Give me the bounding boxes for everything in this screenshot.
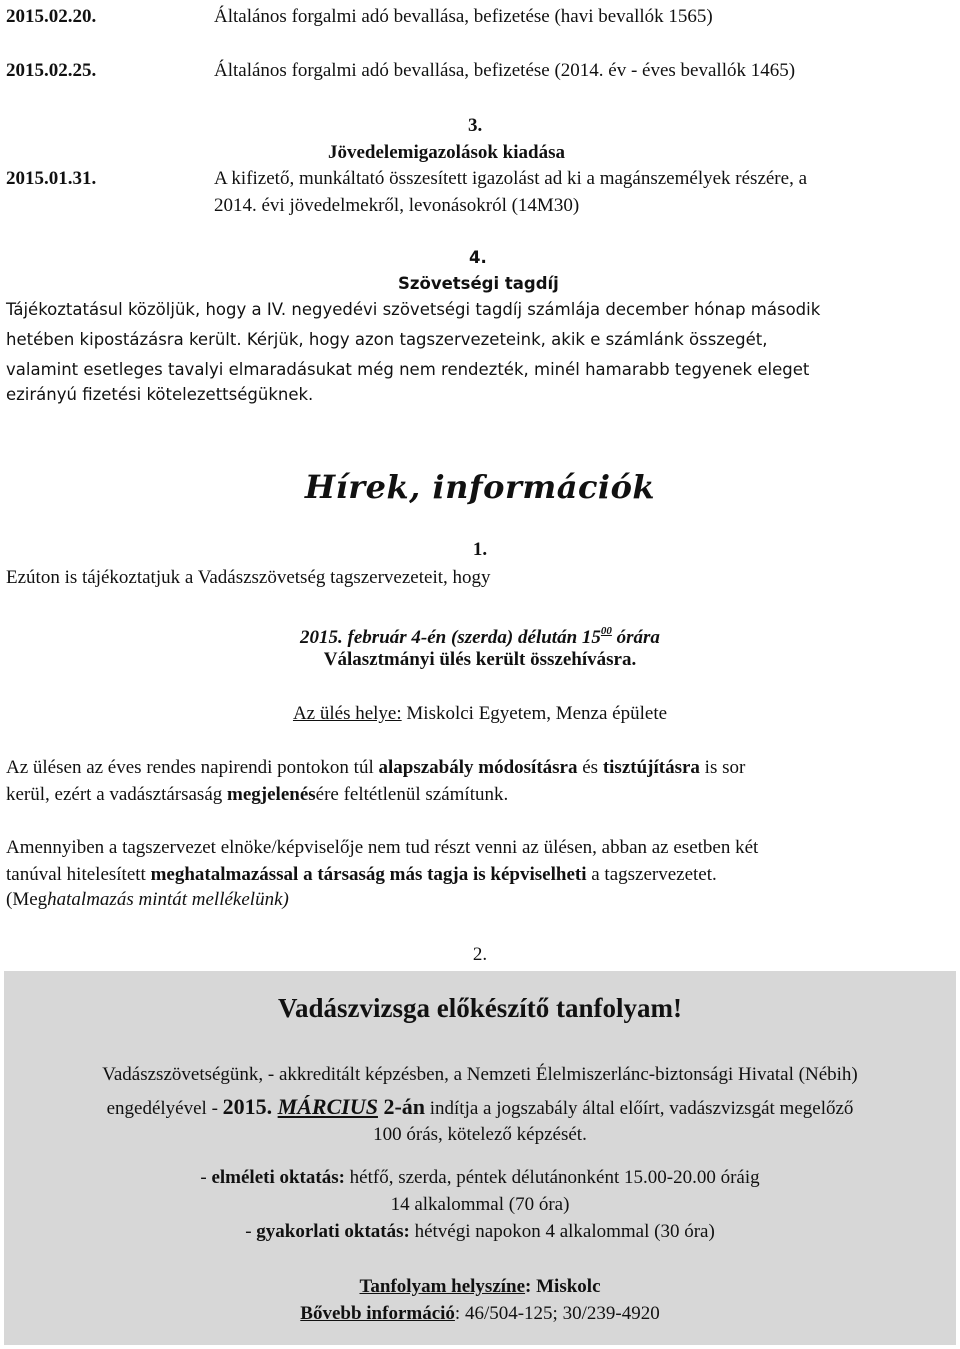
deadline-date: 2015.02.20. [6,6,97,27]
italic-run: hatalmazás mintát mellékelünk) [47,889,289,910]
text-run: (Meg [6,889,48,910]
text-run: tanúval hitelesített [6,864,151,885]
item-number: 1. [472,539,488,560]
meeting-date [0,619,960,650]
section-number: 3. [468,115,483,136]
text-run: - [245,1221,257,1242]
venue-label: Tanfolyam helyszíne [359,1276,526,1297]
section-date: 2015.01.31. [6,168,97,189]
venue-value: Miskolc [531,1276,601,1297]
course-title: Vadászvizsga előkészítő tanfolyam! [278,993,682,1023]
text-run: hétvégi napokon 4 alkalommal (30 óra) [409,1221,715,1242]
paragraph-line: valamint esetleges tavalyi elmaradásukat még nem rendezték, minél hamarabb tegyenek eleget [6,360,810,379]
meeting-place-label: Az ülés helye: [292,703,402,724]
bold-run: meghatalmazással a társaság más tagja is képviselheti [150,864,587,885]
meeting-title: Választmányi ülés került összehívásra. [323,649,637,670]
meeting-place [0,702,960,726]
paragraph-line [6,783,508,807]
text-run: ére feltétlenül számítunk. [315,784,509,805]
course-line: Vadászszövetségünk, - akkreditált képzésben, a Nemzeti Élelmiszerlánc-biztonsági Hivatal (Nébih) [102,1064,858,1085]
meeting-date-main: 2015. február 4-én (szerda) délután 15 [300,627,601,648]
section-title: Jövedelemigazolások kiadása [328,142,565,163]
section-number: 4. [469,248,487,267]
course-theory-count: 14 alkalommal (70 óra) [390,1194,570,1215]
info-label: Bővebb információ [300,1303,455,1324]
text-run: is sor [699,757,746,778]
text-run: Az ülésen az éves rendes napirendi pontokon túl [6,757,379,778]
deadline-text: Általános forgalmi adó bevallása, befizetése (havi bevallók 1565) [214,6,713,27]
deadline-date: 2015.02.25. [6,60,97,81]
text-run: engedélyével - [106,1098,223,1119]
paragraph-line [6,888,289,912]
course-theory [0,1166,960,1190]
info-value: : 46/504-125; 30/239-4920 [454,1303,660,1324]
meeting-date-end: órára [611,627,660,648]
text-run: - [200,1167,212,1188]
paragraph-line: Tájékoztatásul közöljük, hogy a IV. negyedévi szövetségi tagdíj számlája december hónap második [6,300,821,319]
bold-run: alapszabály módosításra [378,757,578,778]
section-text: 2014. évi jövedelmekről, levonásokról (14M30) [214,195,580,216]
meeting-place-value: Miskolci Egyetem, Menza épülete [401,703,668,724]
deadline-text: Általános forgalmi adó bevallása, befizetése (2014. év - éves bevallók 1465) [214,60,796,81]
section-title: Szövetségi tagdíj [398,274,559,293]
text-run: : [525,1276,532,1297]
paragraph-line: ezirányú fizetési kötelezettségüknek. [6,385,314,404]
paragraph-line [6,863,717,887]
bold-run: 2-án [377,1094,425,1119]
bold-run: megjelenés [227,784,316,805]
bold-run: gyakorlati oktatás: [256,1221,410,1242]
intro-text: Ezúton is tájékoztatjuk a Vadászszövetség tagszervezeteit, hogy [6,567,491,588]
news-heading: Hírek, információk [304,468,656,506]
course-practice [0,1220,960,1244]
bold-run: elméleti oktatás: [211,1167,345,1188]
bold-run: 2015. [222,1094,278,1119]
paragraph-line: hetében kipostázásra került. Kérjük, hogy azon tagszervezeteink, akik e számlánk összegét, [6,330,768,349]
bold-run: tisztújításra [602,757,700,778]
text-run: a tagszervezetet. [586,864,717,885]
text-run: és [577,757,603,778]
paragraph-line [6,756,745,780]
course-venue [0,1275,960,1299]
item-number: 2. [472,944,488,965]
course-info [0,1302,960,1326]
meeting-date-minutes: 00 [600,625,612,637]
bold-italic-run: MÁRCIUS [277,1094,378,1119]
text-run: indítja a jogszabály által előírt, vadászvizsgát megelőző [425,1098,854,1119]
course-line: 100 órás, kötelező képzését. [373,1124,587,1145]
section-text: A kifizető, munkáltató összesített igazolást ad ki a magánszemélyek részére, a [214,168,807,189]
paragraph-line: Amennyiben a tagszervezet elnöke/képviselője nem tud részt venni az ülésen, abban az esetben két [6,837,759,858]
text-run: kerül, ezért a vadásztársaság [6,784,228,805]
course-line [0,1095,960,1121]
text-run: hétfő, szerda, péntek délutánonként 15.00-20.00 óráig [344,1167,760,1188]
